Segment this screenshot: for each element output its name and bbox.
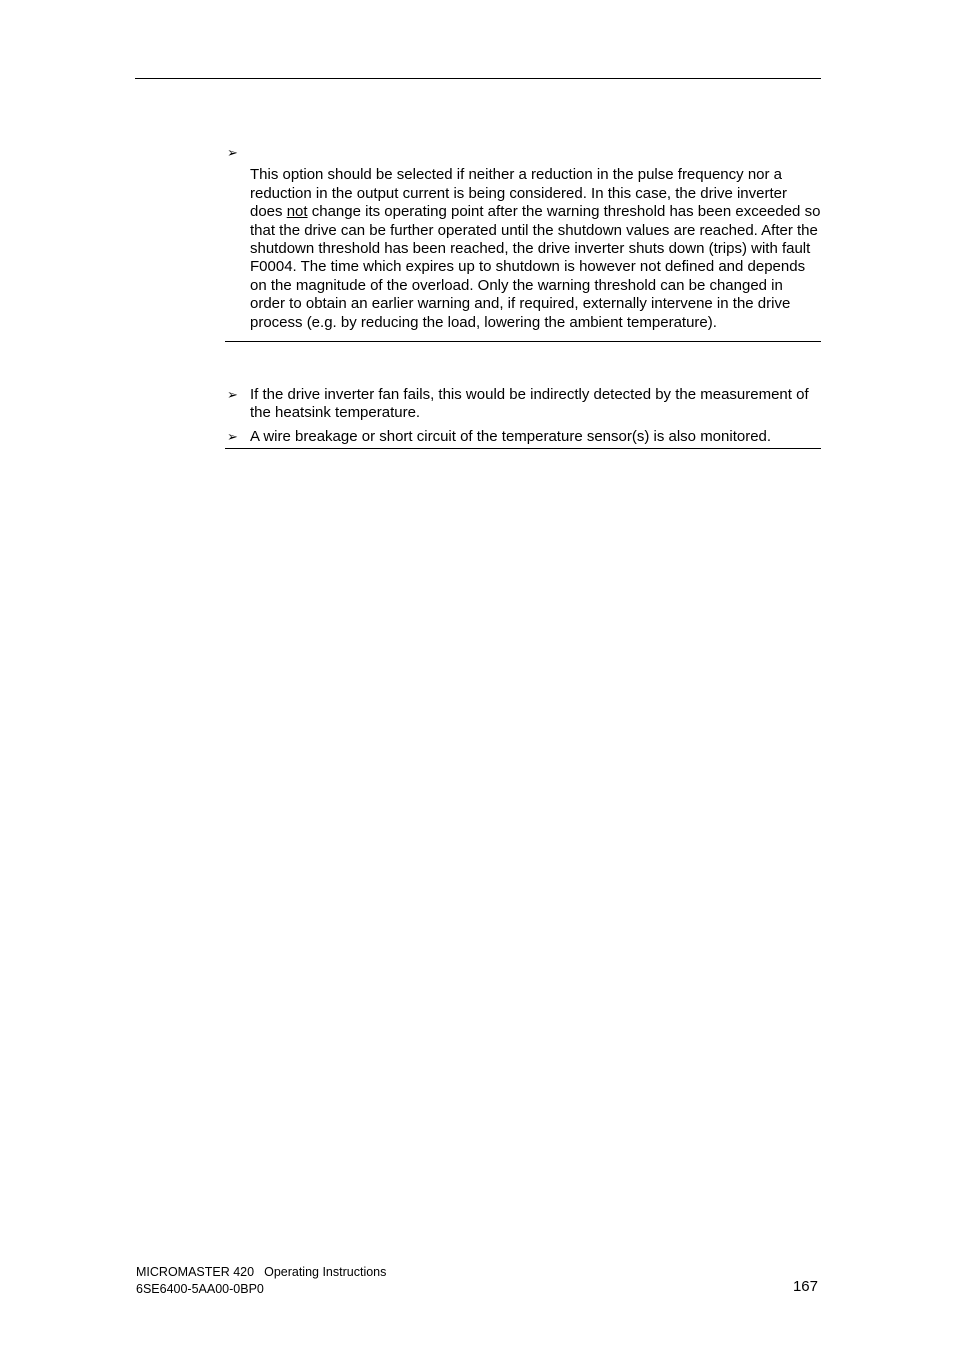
footer-doc-type: Operating Instructions — [264, 1265, 387, 1279]
underlined-word: not — [286, 203, 308, 221]
option-bullet-row — [225, 144, 821, 162]
note-text: A wire breakage or short circuit of the temperature sensor(s) is also monitored. — [250, 427, 772, 445]
arrow-bullet-icon: ➢ — [227, 387, 238, 402]
header-rule — [135, 78, 821, 79]
footer-order-number: 6SE6400-5AA00-0BP0 — [136, 1281, 264, 1296]
footer-title-line — [136, 1264, 386, 1281]
footer-product: MICROMASTER 420 — [136, 1265, 255, 1279]
note-text: If the drive inverter fan fails, this would be indirectly detected by the measurement of the heatsink temperature. — [250, 386, 809, 422]
option-block — [225, 144, 821, 342]
note-item — [225, 386, 821, 423]
notes-divider — [225, 448, 821, 449]
section-divider — [225, 341, 821, 342]
footer-doc-info — [136, 1264, 386, 1297]
option-description: This option should be selected if neither a reduction in the pulse frequency nor a reduction in the output current is being considered. In this case, the drive inverter does not change its operating point after the warning threshold has been exceeded so that the drive can be further operated until the shutdown values are reached. After the shutdown threshold has been reached, the drive inverter shuts down (trips) with fault F0004. The time which expires up to shutdown is however not defined and depends on the magnitude of the overload. Only the warning threshold can be changed in order to obtain an earlier warning and, if required, externally intervene in the drive process (e.g. by reducing the load, lowering the ambient temperature). — [250, 166, 821, 331]
arrow-bullet-icon: ➢ — [227, 145, 238, 160]
arrow-bullet-icon: ➢ — [227, 428, 238, 444]
page-number: 167 — [792, 1278, 818, 1295]
note-item — [225, 428, 821, 446]
notes-block — [225, 386, 821, 449]
